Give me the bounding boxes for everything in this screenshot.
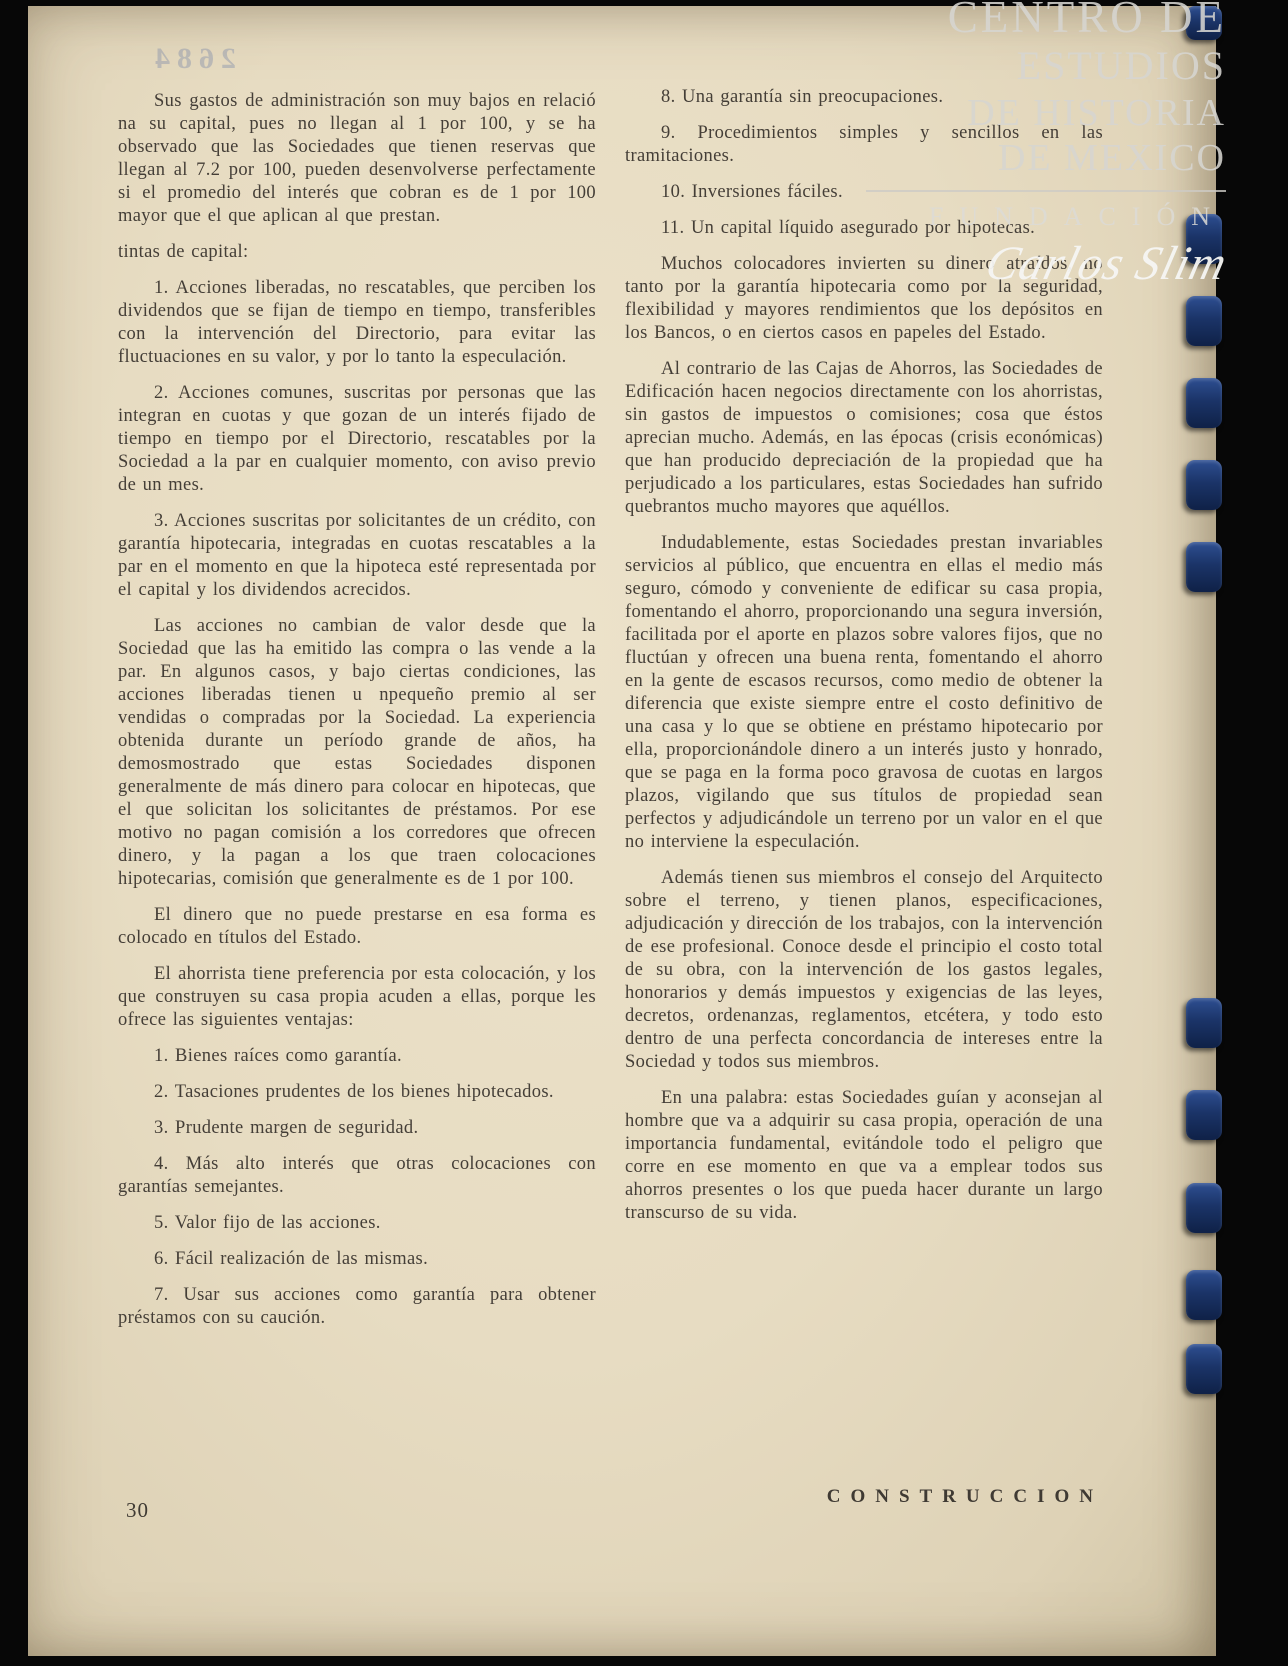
paragraph: Al contrario de las Cajas de Ahorros, las Sociedades de Edificación hacen negocios directamente con los ahorristas, sin gastos de impuestos o comisiones; cosa que éstos aprecian mucho. Además, en las épocas (crisis económicas) que han producido depreciación de la propiedad que ha perjudicado a los particulares, estas Sociedades han sufrido quebrantos mucho mayores que aquéllos. <box>625 359 1103 517</box>
bleed-through-number: 2684 <box>148 42 236 75</box>
binding-ring <box>1186 378 1222 428</box>
paragraph: Las acciones no cambian de valor desde que la Sociedad que las ha emitido las compra o las vende a la par. En algunos casos, y bajo ciertas condiciones, las acciones liberadas tienen u npequeño premio al ser vendidas o compradas por la Sociedad. La experiencia obtenida durante un período grande de años, ha demosmostrado que estas Sociedades disponen generalmente de más dinero para colocar en hipotecas, que el que solicitan los solicitantes de préstamos. Por ese motivo no pagan comisión a los corredores que ofrecen dinero, y la pagan a los que traen colocaciones hipotecarias, comisión que generalmente es de 1 por 100. <box>118 616 596 889</box>
binding-ring <box>1186 6 1222 40</box>
list-item: 11. Un capital líquido asegurado por hipotecas. <box>661 218 1036 238</box>
paragraph: El ahorrista tiene preferencia por esta colocación, y los que construyen su casa propia acuden a ellas, porque les ofrece las siguientes ventajas: <box>118 964 596 1030</box>
list-item: 4. Más alto interés que otras colocaciones con garantías semejantes. <box>118 1154 596 1197</box>
list-item: 5. Valor fijo de las acciones. <box>154 1213 381 1233</box>
binding-ring <box>1186 1344 1222 1394</box>
watermark-line: DE MEXICO <box>997 137 1226 179</box>
journal-title: CONSTRUCCION <box>826 1486 1103 1507</box>
binding-ring <box>1186 1270 1222 1320</box>
list-item: 2. Tasaciones prudentes de los bienes hipotecados. <box>154 1082 554 1102</box>
left-column <box>118 90 596 1482</box>
watermark-line: DE HISTORIA <box>967 92 1226 134</box>
paragraph: En una palabra: estas Sociedades guían y aconsejan al hombre que va a adquirir su casa propia, operación de una importancia fundamental, evitándole todo el peligro que corre en ese momento en que va a emplear todos sus ahorros presentes o los que pueda hacer durante un largo transcurso de su vida. <box>625 1088 1103 1223</box>
list-item: 3. Prudente margen de seguridad. <box>154 1118 419 1138</box>
watermark-line: ESTUDIOS <box>1016 43 1226 88</box>
binding-ring <box>1186 214 1222 264</box>
page-number: 30 <box>126 1498 149 1522</box>
paragraph: Sus gastos de administración son muy bajos en relació na su capital, pues no llegan al 1 por 100, y se ha observado que las Sociedades que tienen reservas que llegan al 7.2 por 100, pueden desenvolverse perfectamente si el promedio del interés que cobran es de 1 por 100 mayor que el que aplican al que prestan. <box>118 91 596 226</box>
watermark-line: CENTRO DE <box>947 0 1226 42</box>
list-item: 1. Acciones liberadas, no rescatables, que perciben los dividendos que se fijan de tiempo en tiempo, transferibles con la intervención del Directorio, para evitar las fluctuaciones en su valor, y por lo tanto la especulación. <box>118 278 596 367</box>
paragraph: tintas de capital: <box>118 242 249 262</box>
list-item: 10. Inversiones fáciles. <box>661 182 843 202</box>
binding-ring <box>1186 542 1222 592</box>
paragraph: El dinero que no puede prestarse en esa forma es colocado en títulos del Estado. <box>118 905 596 948</box>
document-page <box>28 6 1216 1656</box>
watermark-signature: Carlos Slim <box>980 237 1233 290</box>
watermark-line: FUNDACIÓN <box>928 202 1226 231</box>
list-item: 9. Procedimientos simples y sencillos en las tramitaciones. <box>625 123 1103 166</box>
list-item: 6. Fácil realización de las mismas. <box>154 1249 429 1269</box>
paragraph: Además tienen sus miembros el consejo del Arquitecto sobre el terreno, y tienen planos, especificaciones, adjudicación y dirección de los trabajos, con la intervención de ese profesional. Conoce desde el principio el costo total de su obra, con la intervención de los gastos legales, honorarios y demás impuestos y exigencias de las leyes, decretos, ordenanzas, reglamentos, etcétera, y todo esto dentro de una perfecta concordancia de intereses entre la Sociedad y todos sus miembros. <box>625 868 1103 1072</box>
binding-ring <box>1186 460 1222 510</box>
list-item: 7. Usar sus acciones como garantía para obtener préstamos con su caución. <box>118 1285 596 1328</box>
list-item: 1. Bienes raíces como garantía. <box>154 1046 403 1066</box>
list-item: 8. Una garantía sin preocupaciones. <box>661 87 944 107</box>
right-column <box>625 86 1103 1486</box>
paragraph: Muchos colocadores invierten su dinero atraídos, no tanto por la garantía hipotecaria como por la seguridad, flexibilidad y mayores rendimientos que los depósitos en los Bancos, o en ciertos casos en papeles del Estado. <box>625 254 1103 343</box>
binding-ring <box>1186 1183 1222 1233</box>
binding-ring <box>1186 998 1222 1048</box>
paragraph: Indudablemente, estas Sociedades prestan invariables servicios al público, que encuentra en ellas el medio más seguro, cómodo y conveniente de edificar su casa propia, fomentando el ahorro, proporcionando una segura inversión, facilitada por el aporte en plazos sobre valores fijos, que no fluctúan y ofrecen una buena renta, fomentando el ahorro en la gente de escasos recursos, como medio de obtener la diferencia que existe siempre entre el costo definitivo de una casa y lo que se obtiene en préstamo hipotecario por ella, proporcionándole dinero a un interés justo y honrado, que se paga en la forma poco gravosa de cuotas en largos plazos, vigilando que sus títulos de propiedad sean perfectos y adjudicándole un terreno por un valor en el que no interviene la especulación. <box>625 533 1103 852</box>
list-item: 3. Acciones suscritas por solicitantes de un crédito, con garantía hipotecaria, integradas en cuotas rescatables a la par en el momento en que la hipoteca esté representada por el capital y los dividendos acrecidos. <box>118 511 596 600</box>
binding-ring <box>1186 296 1222 346</box>
binding-ring <box>1186 1090 1222 1140</box>
list-item: 2. Acciones comunes, suscritas por personas que las integran en cuotas y que gozan de un interés fijado de tiempo en tiempo por el Directorio, rescatables por la Sociedad a la par en cualquier momento, con aviso previo de un mes. <box>118 383 596 495</box>
